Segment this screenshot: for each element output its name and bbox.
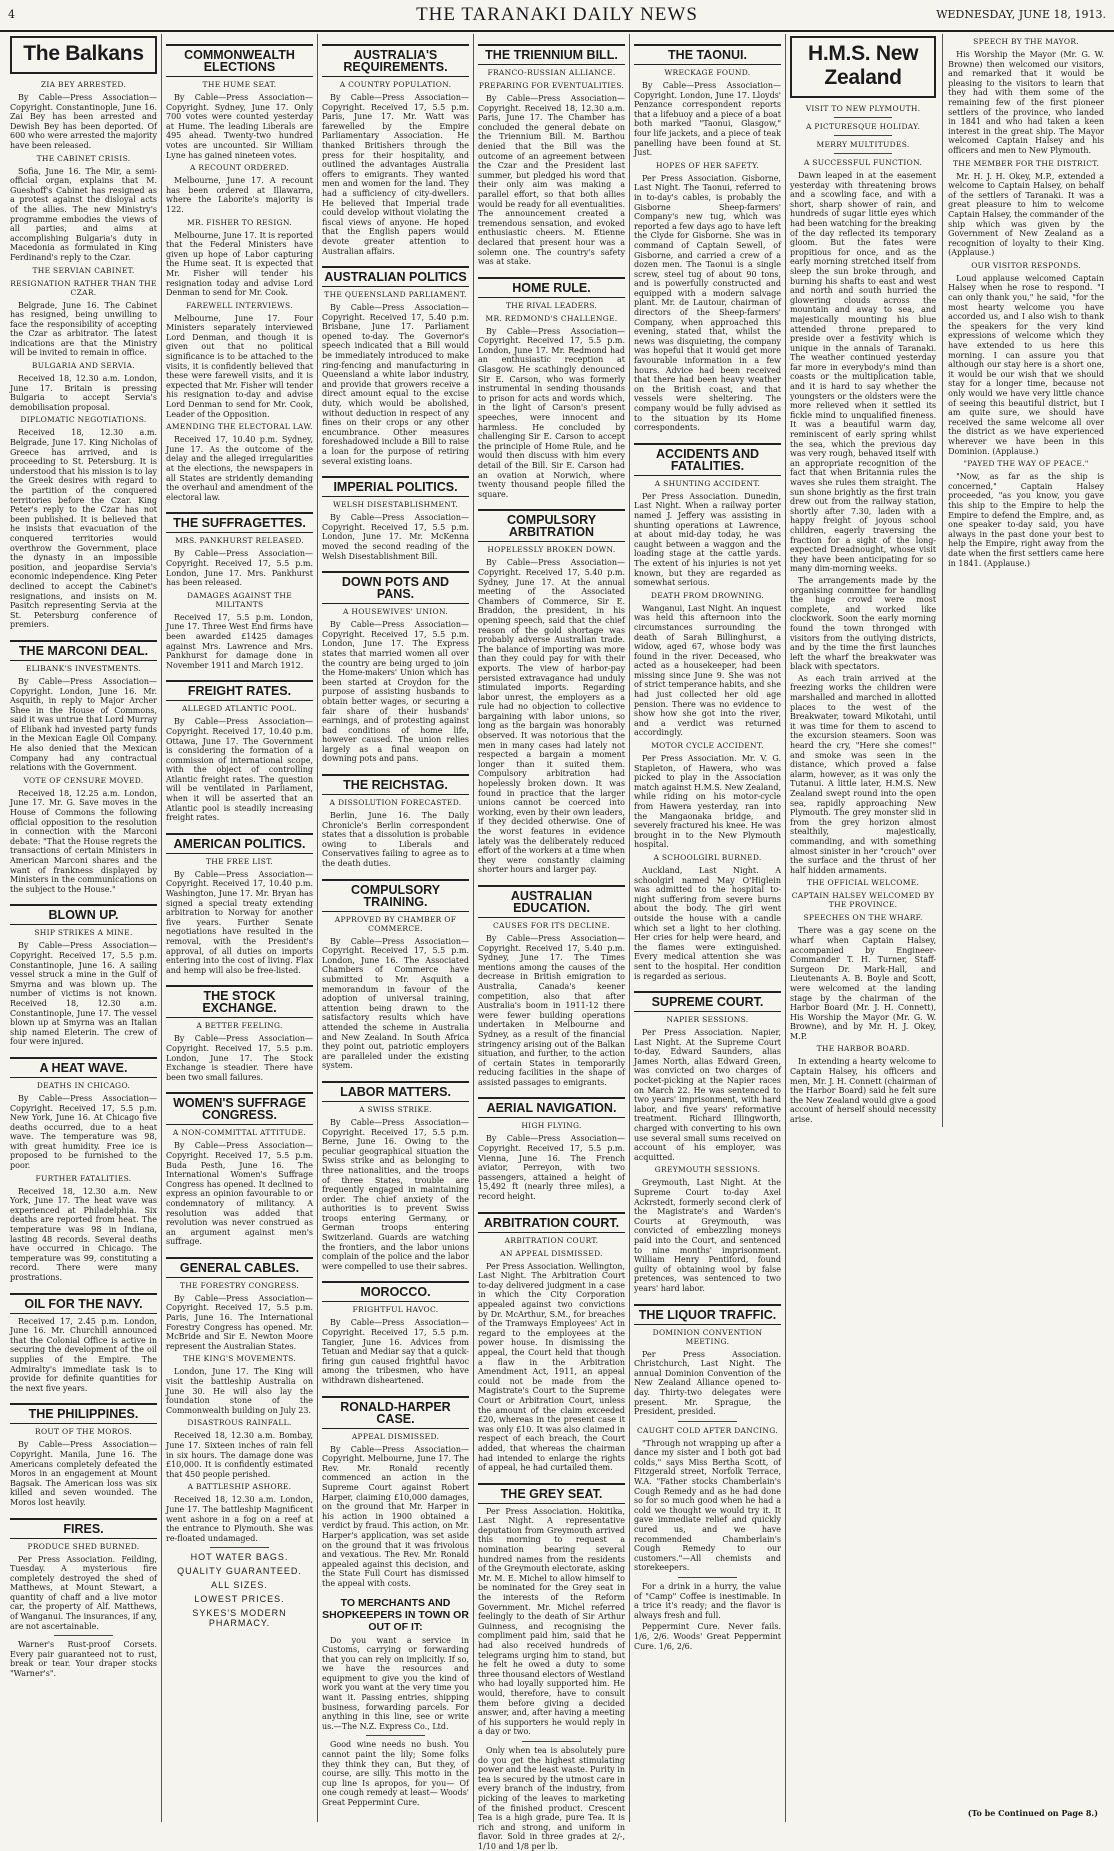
article-text: Received 18, 12.30 a.m. Bombay, June 17. Sixteen inches of rain fell in six hours. The damage done was £10,000. It is confidently estimated that 450 people perished. bbox=[166, 1431, 313, 1479]
section-banner: AUSTRALIA'S REQUIREMENTS. bbox=[322, 44, 469, 77]
subheading: ALLEGED ATLANTIC POOL. bbox=[181, 704, 298, 714]
subheading: THE MEMBER FOR THE DISTRICT. bbox=[952, 158, 1100, 168]
divider bbox=[366, 1735, 425, 1736]
article-text: By Cable—Press Association—Copyright. Received 17, 5.5 p.m. London, June 17. The Stock Exchange is steadier. There have been two small failures. bbox=[166, 1034, 313, 1082]
article-text: Melbourne, June 17. A recount has been ordered at Illawarra, where the Laborite's majority is 122. bbox=[166, 176, 313, 214]
advertisement: Warner's Rust-proof Corsets. Every pair guaranteed not to rust, break or tear. Your draper stocks "Warner's". bbox=[10, 1640, 157, 1679]
subheading: AN APPEAL DISMISSED. bbox=[500, 1248, 603, 1258]
advertisement: Good wine needs no bush. You cannot paint the lily; Some folks they think they can, But they, of course, are silly. This motto in the cup line Is apropos, for you— Of one cough remedy at least— Woods' Great Peppermint Cure. bbox=[322, 1740, 469, 1807]
article-text: In extending a hearty welcome to Captain Halsey, his officers and men, Mr. J. H. Connett (chairman of the Harbor Board) said he felt sure the New Zealand would give a good account of herself should necessity arise. bbox=[790, 1057, 937, 1125]
subheading: THE SERVIAN CABINET. bbox=[32, 265, 135, 275]
section-banner: The Balkans bbox=[10, 36, 157, 74]
article-text: By Cable—Press Association—Copyright. Received 17, 5.5 p.m. London, June 17. Mrs. Pankhurst has been released. bbox=[166, 549, 313, 588]
article-text: Melbourne, June 17. Four Ministers separately interviewed Lord Denman, and though it is given out that no political significance is to be attached to the visits, it is confidently believed that these were farewell visits, and it is expected that Mr. Fisher will tender his resignation to-day and advise Lord Denman to send for Mr. Cook, Leader of the Opposition. bbox=[166, 313, 313, 419]
headline: LABOR MATTERS. bbox=[322, 1081, 469, 1102]
article-text: Received 18, 12.30 a.m. New York, June 17. The heat wave was experienced at Philadelphia. Six deaths are reported from heat. The temperature was 98 in Indiana, lasting 48 records. Several deaths have occurred in Chicago. The temperature was 99, constituting a record. There were many prostrations. bbox=[10, 1186, 157, 1282]
subheading: APPROVED BY CHAMBER OF COMMERCE. bbox=[334, 914, 457, 933]
subheading: FRIGHTFUL HAVOC. bbox=[352, 1305, 439, 1315]
divider bbox=[678, 1421, 737, 1422]
subheading: MERRY MULTITUDES. bbox=[816, 140, 910, 149]
subheading: CAUSES FOR ITS DECLINE. bbox=[493, 920, 610, 930]
subheading: MOTOR CYCLE ACCIDENT. bbox=[651, 741, 764, 751]
subheading: ZIA BEY ARRESTED. bbox=[40, 80, 127, 89]
article-text: Dawn leaped in at the easement yesterday with threatening brows and a scowling face, and with a short, sharp shower of rain, and hundreds of sugar little eyes which had been watching for the breaking of the day reflected its temporary gloom. But the fates were propitious for once, and as the early morning stretched itself from sleep the sun broke through, and burning his shafts to east and west and north and south hurried the glowering clouds across the mountain and away to sea, and majestically mounting his blue attended throne prepared to preside over a festivity which is unique in the annals of Taranaki. The weather continued yesterday far more in everybody's mind than coasts or the multiplication table, and it is hard to say whether the youngsters or the oldsters were the more relieved when it settled its fickle mind to unqualified fineness. It was a beautiful warm day, reminiscent of early spring whilst the sea, which the previous day was very rough, behaved itself with an appropriate recognition of the fact that when Britannia rules the waves she rules them straight. The sun shone brightly as the first train drew out from the railway station, shortly after 7.30, laden with a happy freight of joyous school children, eagerly traversing the fraction for a sight of the long-expected Dreadnought, whose visit they have been anticipating for so many dim-morning weeks. The arrangements made by the organising committee for handling the huge crowd were most complete, and worked like clockwork. Soon the early morning found the town thronged with visitors from the outlying districts, and by the time the first launches left the wharf the breakwater was black with spectators. As each train arrived at the freezing works the children were marshalled and marched in allotted places to the west of the Breakwater, toward Mikotahi, until it was time for them to ascend to the excursion steamers. Soon was heard the cry, "Here she comes!" and smoke was seen in the distance, which proved a false alarm, however, as it was only the Tutanui. A little later, H.M.S. New Zealand swept round into the open sea, rapidly approaching New Plymouth. The grey monster slid in from the grey horizon almost stealthily, majestically, commanding, and with something almost sinister in her "crouch" over the surface and the thrust of her half hidden armaments. bbox=[790, 171, 937, 875]
advertisement: "Through not wrapping up after a dance my sister and I both got bad colds," says Miss Bertha Scott, of Fitzgerald street, Norfolk Terrace, W.A. "Father stocks Chamberlain's Cough Remedy and as he had done so for so much good when he had a cold we thought we would try it. It gave immediate relief and quickly cured us, and we have recommended Chamberlain's Cough Remedy to our customers."—All chemists and storekeepers. bbox=[634, 1438, 781, 1573]
subheading: APPEAL DISMISSED. bbox=[351, 1431, 440, 1441]
headline: RONALD-HARPER CASE. bbox=[322, 1396, 469, 1429]
subheading: A PICTURESQUE HOLIDAY. bbox=[805, 122, 921, 131]
article-text: "Now, as far as the ship is concerned," Captain Halsey proceeded, "as you know, you gave this ship to the Empire to help the Empire to defend the Empire, and, as one speaker to-day said, you have always in the past done your best to help the Empire, right away from the date when the first settlers came here in 1841. (Applause.) bbox=[948, 472, 1104, 568]
masthead bbox=[0, 0, 1114, 32]
article-text: His Worship the Mayor (Mr. G. W. Browne) then welcomed our visitors, and remarked that it would be pleasing to the visitors to learn that they had with them some of the remaining few of the first pioneer settlers of the province, who landed in 1841 and who had taken a keen interest in the great ship. The Mayor welcomed Captain Halsey and his officers and men to New Plymouth. bbox=[948, 50, 1104, 155]
issue-date: WEDNESDAY, JUNE 18, 1913. bbox=[936, 8, 1106, 21]
subheading: DISASTROUS RAINFALL. bbox=[187, 1418, 292, 1428]
subheading: DOMINION CONVENTION MEETING. bbox=[652, 1327, 763, 1346]
article-text: By Cable—Press Association—Copyright. Received 17, 5.5 p.m. London, June 17. Mr. McKenna moved the second reading of the Welsh Disestablishment Bill. bbox=[322, 513, 469, 561]
subheading: HOPES OF HER SAFETY. bbox=[655, 160, 760, 170]
article-text: London, June 17. The King will visit the battleship Australia on June 30. He will also lay the foundation stone of the Commonwealth building on July 23. bbox=[166, 1367, 313, 1415]
subheading: BULGARIA AND SERVIA. bbox=[31, 361, 136, 371]
article-text: By Cable—Press Association—Copyright. Received 17, 5.5 p.m. London, June 17. Mr. Redmond had an enthusiastic reception at Glasgow. He scathingly denounced Sir E. Carson, who was formerly instrumental in sending thousands to prison for acts and words which, in the light of Carson's present speeches, were innocent and harmless. He concluded by challenging Sir E. Carson to accept the principle of Home Rule, and he would then discuss with him every detail of the Bill. Sir E. Carson had an ovation at Norwich, where twenty thousand people filled the square. bbox=[478, 326, 625, 499]
subheading: DEATHS IN CHICAGO. bbox=[36, 1080, 131, 1090]
subheading: THE RIVAL LEADERS. bbox=[505, 300, 598, 310]
article-text: Melbourne, June 17. It is reported that the Federal Ministers have given up hope of Labor capturing the Hume seat. It is expected that Mr. Fisher will tender his resignation today and advise Lord Denman to send for Mr. Cook. bbox=[166, 230, 313, 298]
headline: WOMEN'S SUFFRAGE CONGRESS. bbox=[166, 1092, 313, 1125]
divider bbox=[522, 1741, 581, 1742]
continued-note: (To be Continued on Page 8.) bbox=[967, 1808, 1098, 1818]
subheading: A DISSOLUTION FORECASTED. bbox=[329, 798, 462, 808]
article-text: There was a gay scene on the wharf when Captain Halsey, accompanied by Engineer-Commander T. H. Turner, Staff-Surgeon Dr. Mark-Hall, and Lieutenants A. B. Boyle and Scott, were welcomed at the landing stage by the chairman of the Harbor Board (Mr. J. H. Connett), His Worship the Mayor (Mr. G. W. Browne), and by Mr. H. J. Okey, M.P. bbox=[790, 926, 937, 1041]
subheading: DIPLOMATIC NEGOTIATIONS. bbox=[20, 415, 147, 425]
subheading: DEATH FROM DROWNING. bbox=[650, 590, 765, 600]
headline: ARBITRATION COURT. bbox=[478, 1212, 625, 1233]
subheading: PRODUCE SHED BURNED. bbox=[27, 1541, 140, 1551]
subheading: A SHUNTING ACCIDENT. bbox=[654, 478, 761, 488]
article-text: Per Press Association. Napier, Last Night. At the Supreme Court to-day, Edward Saunders, alias James North, alias Edward Green, was convicted on two charges of pocket-picking at the Napier races on March 22. He was sentenced to two years' imprisonment, with hard labor, and five years' reformative treatment. Richard Illingworth, charged with converting to his own use several small sums received on account of his employer, was acquitted. bbox=[634, 1028, 781, 1162]
subheading: HOPELESSLY BROKEN DOWN. bbox=[487, 545, 616, 555]
article-text: Per Press Association. Mr. V. G. Stapleton, of Hawera, who was picked to play in the Association match against H.M.S. New Zealand, while riding on his motor-cycle from Hawera yesterday, ran into the Mangaonaka bridge, and severely fractured his knee. He was brought in to the New Plymouth hospital. bbox=[634, 754, 781, 850]
article-text: By Cable—Press Association—Copyright. Received 17, 10.40 p.m. Washington, June 17. Mr. Bryan has signed a special treaty extending arbitration to Norway for another five years. Further Senate negotiations have resulted in the removal, with the President's approval, of all duties on imports entering into the cost of living. Flax and hemp will also be free-listed. bbox=[166, 869, 313, 975]
subheading: WELSH DISESTABLISHMENT. bbox=[333, 500, 458, 510]
headline: THE REICHSTAG. bbox=[322, 774, 469, 795]
subheading: A NON-COMMITTAL ATTITUDE. bbox=[172, 1128, 307, 1138]
article-text: By Cable—Press Association—Copyright. Received 17, 5.5 p.m. Tangier, June 16. Advices from Tetuan and Mediar say that a quick-firing gun caused frightful havoc among the tribesmen, who have withdrawn disheartened. bbox=[322, 1318, 469, 1385]
article-text: By Cable—Press Association—Copyright. London, June 17. Lloyds' Penzance correspondent reports that a lifebuoy and a piece of a boat both marked "Taonui, Glasgow," four life jackets, and a piece of teak panelling have been found at St. Just. bbox=[634, 81, 781, 158]
article-text: Belgrade, June 16. The Cabinet has resigned, being unwilling to face the responsibility of accepting the Czar as arbitrator. The latest indications are that the Ministry will be invited to remain in office. bbox=[10, 300, 157, 358]
headline: THE GREY SEAT. bbox=[478, 1483, 625, 1504]
article-text: By Cable—Press Association—Copyright. Received 17, 5.40 p.m. Brisbane, June 17. Parliament opened to-day. The Governor's speech indicated that a Bill would be immediately introduced to make ring-fencing and manufacturing in Queensland a white labor industry, and provide that growers receive a direct amount equal to the excise duty, which would be abolished, without deduction in respect of any fines on their crops or any other encumbrance. Other measures foreshadowed include a Bill to raise a loan for the purpose of retiring several existing loans. bbox=[322, 303, 469, 466]
column-1 bbox=[6, 34, 162, 1822]
divider bbox=[834, 135, 892, 136]
subheading: A RECOUNT ORDERED. bbox=[189, 163, 289, 173]
subheading: GREYMOUTH SESSIONS. bbox=[654, 1165, 761, 1175]
subheading: THE FORESTRY CONGRESS. bbox=[179, 1280, 300, 1290]
section-banner: THE TRIENNIUM BILL. bbox=[478, 44, 625, 65]
subheading: RESIGNATION RATHER THAN THE CZAR. bbox=[10, 278, 157, 297]
subheading: "PAYED THE WAY OF PEACE." bbox=[963, 459, 1089, 469]
article-text: Received 18, 12.25 a.m. London, June 17. Mr. G. Save moves in the House of Commons the following official opposition to the resolution in connection with the Marconi debate: "That the House regrets the transactions of certain Ministers in American Marconi shares and the want of frankness displayed by Ministers in the communications on the subject to the House." bbox=[10, 788, 157, 894]
subheading: FAREWELL INTERVIEWS. bbox=[186, 300, 293, 310]
subheading: THE QUEENSLAND PARLIAMENT. bbox=[324, 290, 467, 300]
headline: AUSTRALIAN POLITICS bbox=[322, 266, 469, 287]
ad-line: HOT WATER BAGS. bbox=[190, 1552, 289, 1563]
advertisement: For a drink in a hurry, the value of "Camp" Coffee is inestimable. In a trice it's ready; and the flavor is always fresh and full. bbox=[634, 1582, 781, 1620]
ad-line: ALL SIZES. bbox=[211, 1580, 268, 1591]
subheading: SHIP STRIKES A MINE. bbox=[34, 928, 133, 938]
headline: GENERAL CABLES. bbox=[166, 1257, 313, 1278]
article-text: Per Press Association. Dunedin, Last Night. When a railway porter named J. Jeffery was assisting in shunting operations at Lawrence, at about mid-day today, he was caught between a waggon and the loading stage at the cattle yards. The extent of his injuries is not yet known, but they are regarded as somewhat serious. bbox=[634, 491, 781, 588]
headline: ACCIDENTS AND FATALITIES. bbox=[634, 443, 781, 476]
subheading: ELIBANK'S INVESTMENTS. bbox=[25, 663, 142, 673]
article-text: By Cable—Press Association—Copyright. Received 17, 5.40 p.m. Sydney, June 17. At the annual meeting of the Associated Chambers of Commerce, Sir E. Braddon, the president, in his opening speech, said that the chief reason of the gold shortage was probably adverse Australian trade. The balance of importing was more than they could pay for with their exports. The view of harbor-pay persisted extravagance had unduly stimulated imports. Regarding labor unrest, the employers as a rule had no objection to collective bargaining with labor unions, so long as the bargain was honorably observed. It was notorious that the men in many cases had lately not respected a bargain a moment longer than it suited them. Compulsory arbitration had hopelessly broken down. It was found in practice that the larger unions cannot be coerced into working, even by their own leaders, if they decided otherwise. One of the worst features in evidence lately was the deliberately reduced effort of the workers at a time when they were constantly claiming shorter hours and larger pay. bbox=[478, 558, 625, 875]
article-text: By Cable—Press Association—Copyright. London, June 16. Mr. Asquith, in reply to Major Archer Shee in the House of Commons, said it was untrue that Lord Murray of Elibank had invested party funds in the Mexican Eagle Oil Company. He also denied that the Mexican Company had any contractual relations with the Government. bbox=[10, 676, 157, 773]
article-text: By Cable—Press Association—Copyright. Received 17, 5.5 p.m. Berne, June 16. Owing to the peculiar geographical situation the Swiss strike and as belonging to three nationalities, and the troops of three States, trouble are frequently engaged in maintaining order. The chief anxiety of the authorities is to prevent Swiss troops entering Germany, or German troops entering Switzerland. Guards are watching the frontiers, and the labor unions complain of the police and the labor were compelled to use their sabres. bbox=[322, 1117, 469, 1271]
article-text: By Cable—Press Association—Copyright. Received 17, 5.40 p.m. Sydney, June 17. The Times mentions among the causes of the decrease in British emigration to Australia, Canada's keener competition, also that after Australia's boom in 1911-12 there were fewer building operations undertaken in Melbourne and Sydney, as a result of the financial stringency arising out of the Balkan situation, and further, to the action of certain States in temporarily reducing facilities in the shape of assisted passages to emigrants. bbox=[478, 933, 625, 1087]
article-text: Received 18, 12.30 a.m. Belgrade, June 17. King Nicholas of Greece has arrived, and is proceeding to St. Petersburg. It is understood that his mission is to lay the Greek desires with regard to the partition of the conquered territories before the Czar. King Peter's reply to the Czar has not been published. It is believed that he insists that evacuation of the conquered territories would overthrow the Government, place the dynasty in an impossible position, and jeopardise Servia's economic independence. King Peter declined to accept the Cabinet's resignations, and insists on M. Pasitch representing Servia at the St. Petersburg conference of premiers. bbox=[10, 428, 157, 630]
headline: IMPERIAL POLITICS. bbox=[322, 476, 469, 497]
article-text: By Cable—Press Association—Copyright. Received 17, 5.5 p.m. New York, June 16. At Chicago five deaths occurred, due to a heat wave. The temperature was 98, with great humidity. Free ice is proposed to be furnished to the poor. bbox=[10, 1093, 157, 1171]
advertisement: Peppermint Cure. Never fails. 1/6, 2/6. Woods' Great Peppermint Cure. 1/6, 2/6. bbox=[634, 1622, 781, 1651]
subheading: SPEECH BY THE MAYOR. bbox=[973, 37, 1079, 46]
divider bbox=[834, 153, 892, 154]
article-text: Auckland, Last Night. A schoolgirl named May O'Higlein was admitted to the hospital to-night suffering from severe burns about the body. The girl went outside the house with a candle which set a light to her clothing. Her cries for help were heard, and the flames were extinguished. Every medical attention she was sent to the hospital. Her condition is regarded as serious. bbox=[634, 865, 781, 981]
article-text: By Cable—Press Association—Copyright. Received 17, 5.5 p.m. Paris, June 16. The International Forestry Congress has opened. Mr. McBride and Sir E. Newton Moore represent the Australian States. bbox=[166, 1293, 313, 1351]
headline: COMPULSORY TRAINING. bbox=[322, 879, 469, 912]
divider bbox=[834, 117, 892, 118]
subheading: THE OFFICIAL WELCOME. bbox=[806, 878, 920, 888]
subheading: NAPIER SESSIONS. bbox=[666, 1015, 749, 1025]
subheading: HIGH FLYING. bbox=[521, 1121, 582, 1131]
section-banner: THE TAONUI. bbox=[634, 44, 781, 65]
article-text: By Cable—Press Association—Copyright. Sydney, June 17. Only 700 votes were counted yesterday at Hume. The leading Liberals are 495 ahead. Twenty-two hundred votes are uncounted. Sir William Lyne has gained nineteen votes. bbox=[166, 93, 313, 160]
article-text: Wanganui, Last Night. An inquest was held this afternoon into the circumstances surrounding the death of Sarah Billinghurst, a widow, aged 67, whose body was found in the river. Deceased, who acted as a housekeeper, had been missing since June 9. She was not of strict temperance habits, and she had just collected her old age pension. There was no evidence to show how she got into the river, and a verdict was returned accordingly. bbox=[634, 603, 781, 738]
subheading: A SUCCESSFUL FUNCTION. bbox=[803, 158, 923, 167]
article-text: Per Press Association. Feilding, Tuesday. A mysterious fire completely destroyed the shed of Matthews, at Mount Stewart, a quantity of chaff and a live motor car, the property of Alf. Matthews, of Wanganui. The insurances, if any, are not ascertainable. bbox=[10, 1554, 157, 1631]
subheading: MR. REDMOND'S CHALLENGE. bbox=[485, 313, 618, 323]
article-text: Greymouth, Last Night. At the Supreme Court to-day Axel Ackrstedt, formerly second clerk of the Magistrate's and Warden's Courts at Greymouth, was convicted of embezzling moneys paid into the Court, and sentenced to nine months' imprisonment. William Henry Pentiford, found guilty of obtaining wool by false pretences, was sentenced to two years' hard labor. bbox=[634, 1178, 781, 1293]
headline: MOROCCO. bbox=[322, 1281, 469, 1302]
column-5 bbox=[630, 34, 786, 1822]
ad-line: SYKES'S MODERN PHARMACY. bbox=[192, 1608, 287, 1629]
headline: BLOWN UP. bbox=[10, 904, 157, 925]
article-text: Received 18, 12.30 a.m. London, June 17. Britain is pressing Bulgaria to accept Servia's demobilisation proposal. bbox=[10, 374, 157, 412]
headline: THE SUFFRAGETTES. bbox=[166, 512, 313, 533]
article-text: Received 18, 12.30 a.m. London, June 17. The battleship Magnificent went ashore in a fog on a reef at the entrance to Plymouth. She was re-floated undamaged. bbox=[166, 1495, 313, 1543]
column-6 bbox=[786, 34, 1108, 1822]
headline: THE MARCONI DEAL. bbox=[10, 640, 157, 661]
article-text: Received 17, 10.40 p.m. Sydney, June 17. As the outcome of the delay and the alleged irregularities at the elections, the newspapers in all States are stridently demanding the overhaul and amendment of the electoral law. bbox=[166, 435, 313, 502]
subheading: ROUT OF THE MOROS. bbox=[35, 1427, 132, 1437]
article-text: Sofia, June 16. The Mir, a semi-official organ, explains that M. Gueshoff's Cabinet has resigned as a protest against the disloyal acts of the allies. The new Ministry's programme embodies the views of all parties, and aims at accomplishing Bulgaria's duty in Macedonia as formulated in King Ferdinand's reply to the Czar. bbox=[10, 166, 157, 262]
ad-line: LOWEST PRICES. bbox=[194, 1594, 285, 1605]
article-text: By Cable—Press Association—Copyright. Melbourne, June 17. The Rev. Mr. Ronald recently commenced an action in the Supreme Court against Robert Harper, claiming £10,000 damages, on the ground that Mr. Harper in his action in 1900 obtained a verdict by fraud. This action, on Mr. Harper's application, was set aside on the ground that it was frivolous and vexatious. The Rev. Mr. Ronald appealed against this decision, and the State Full Court has dismissed the appeal with costs. bbox=[322, 1444, 469, 1588]
headline: DOWN POTS AND PANS. bbox=[322, 571, 469, 604]
subheading: OUR VISITOR RESPONDS. bbox=[971, 260, 1081, 270]
article-text: Mr. H. J. H. Okey, M.P., extended a welcome to Captain Halsey, on behalf of the settlers of Taranaki. It was a great pleasure to him to welcome Captain Halsey, the commander of the ship which was given by the Government of New Zealand as a recognition of loyalty to their King. (Applause.) bbox=[948, 171, 1104, 258]
subheading: CAPTAIN HALSEY WELCOMED BY THE PROVINCE. bbox=[791, 891, 935, 910]
page-number: 4 bbox=[8, 8, 15, 21]
subheading: THE HARBOR BOARD. bbox=[816, 1044, 910, 1054]
headline: AUSTRALIAN EDUCATION. bbox=[478, 885, 625, 918]
headline: FREIGHT RATES. bbox=[166, 680, 313, 701]
subheading: THE CABINET CRISIS. bbox=[36, 153, 131, 163]
article-text: By Cable—Press Association—Copyright. Received 17, 10.40 p.m. Ottawa, June 17. The Government is considering the formation of a commission of international scope, with the object of controlling Atlantic freight rates. The question will be ventilated in Parliament, when it will be asserted that an Atlantic pool is steadily increasing freight rates. bbox=[166, 717, 313, 823]
subheading: MRS. PANKHURST RELEASED. bbox=[175, 536, 304, 546]
article-text: By Cable—Press Association—Copyright. Received 17, 5.5 p.m. London, June 16. The Associated Chambers of Commerce have submitted to Mr. Asquith a memorandum in favour of the adoption of universal training, attention being drawn to the satisfactory results which have attended the scheme in Australia and New Zealand. In South Africa they point out, patriotic employers are paralleled under the existing system. bbox=[322, 936, 469, 1071]
article-text: Berlin, June 16. The Daily Chronicle's Berlin correspondent states that a dissolution is probable owing to Liberals and Conservatives failing to agree as to the death duties. bbox=[322, 811, 469, 869]
headline: OIL FOR THE NAVY. bbox=[10, 1293, 157, 1314]
article-text: By Cable—Press Association—Copyright. Manila, June 16. The Americans completely defeated the Moros in an engagement at Mount Bagsak. The American loss was six killed and seven wounded. The Moros lost heavily. bbox=[10, 1440, 157, 1507]
article-text: Per Press Association. Wellington, Last Night. The Arbitration Court to-day delivered judgment in a case in which the City Corporation appealed against two convictions by Dr. McArthur, S.M., for breaches of the Tramways Employees' Act in regard to the employees at the power house. In dismissing the appeal, the Court held that though a flaw in the Arbitration Amendment Act, 1911, an appeal could not be made from the Magistrate's Court to the Supreme Court or Arbitration Court, unless the amount of the claim exceeded £20, whereas in the present case it was only £10. It was also claimed in respect of each breach, the Court added, that whereas the chairman had intended to enlarge the rights of appeal, he had curtailed them. bbox=[478, 1261, 625, 1473]
divider bbox=[678, 1577, 737, 1578]
subheading: FRANCO-RUSSIAN ALLIANCE. bbox=[487, 68, 616, 77]
article-text: By Cable—Press Association—Copyright. Received 17, 5.5 p.m. London, June 17. The Express states that married women all over the country are being urged to join the Home-makers' Union which has been started at Croydon for the purpose of assisting husbands to obtain better wages, or securing a fair share of their husbands' earnings, and of protesting against bad conditions of home life, however caused. The union relies largely as a final weapon on downing pots and pans. bbox=[322, 620, 469, 764]
advertisement: Do you want a service in Customs, carrying or forwarding that you can rely on implicitly. If so, we have the resources and equipment to give you the kind of work you want at the very time you want it. Passing entries, shipping business, forwarding parcels. For anything in this line, see or write us.—The N.Z. Express Co., Ltd. bbox=[322, 1635, 469, 1731]
subheading: PREPARING FOR EVENTUALITIES. bbox=[478, 81, 625, 90]
section-banner: H.M.S. New Zealand bbox=[790, 36, 936, 98]
article-text: By Cable—Press Association—Copyright. Received 17, 5.5 p.m. Paris, June 17. Mr. Watt was farewelled by the Empire Parliamentary Association. He thanked Britishers through the press for their hospitality, and outlined the advantages Australia offers to emigrants. They wanted men and women for the land. They had a sufficiency of city-dwellers. He believed that Imperial trade could develop without violating the fiscal views of anyone. He hoped that the English papers would devote greater attention to Australian affairs. bbox=[322, 93, 469, 256]
subheading: FURTHER FATALITIES. bbox=[35, 1173, 132, 1183]
subheading: ARBITRATION COURT. bbox=[504, 1235, 599, 1245]
subheading: DAMAGES AGAINST THE MILITANTS bbox=[186, 590, 293, 609]
article-text: Received 17, 2.45 p.m. London, June 16. Mr. Churchill announced that the Colonial Office is active in securing the development of the oil supplies of the Empire. The Admiralty's immediate task is to provide for definite quantities for the next five years. bbox=[10, 1316, 157, 1393]
article-text: Per Press Association. Hokitika, Last Night. A representative deputation from Greymouth arrived this morning to request a nomination bearing several hundred names from the residents of the Greymouth electorate, asking Mr. M. E. Michel to allow himself to be nominated for the Grey seat in the interests of the Reform Government. Mr. Michel referred feelingly to the death of Sir Arthur Guinness, and recognising the compliment paid him, said that he had also received hundreds of telegrams urging him to stand, but he felt he owed a duty to some three thousand electors of Westland who had loyally supported him. He would, therefore, have to consult them before giving a decided answer, and, after having a meeting of his supporters he would reply in a day or two. bbox=[478, 1506, 625, 1737]
subheading: SPEECHES ON THE WHARF. bbox=[803, 913, 923, 923]
article-text: Loud applause welcomed Captain Halsey when he rose to respond. "I can only thank you," he said, "for the most hearty welcome you have accorded us, and I also wish to thank the speakers for the very kind expressions of welcome which they have extended to us here this morning. I can assure you that although our stay here is a short one, it would be our wish that we should stay for a longer time, because not only would we have very little chance of seeing this beautiful district, but I am quite sure, we should have received the same welcome all over the district as we have experienced wherever we have been in this Dominion. (Applause.) bbox=[948, 273, 1104, 456]
subheading: AMENDING THE ELECTORAL LAW. bbox=[166, 422, 313, 432]
headline: THE STOCK EXCHANGE. bbox=[166, 985, 313, 1018]
subheading: A BETTER FEELING. bbox=[196, 1021, 283, 1031]
subheading: THE FREE LIST. bbox=[205, 856, 274, 866]
divider bbox=[210, 1547, 269, 1548]
article-text: By Cable—Press Association—Copyright. Received 17, 5.5 p.m. Vienna, June 16. The French aviator, Perreyon, with two passengers, attained a height of 15,492 ft (nearly three miles), a record height. bbox=[478, 1134, 625, 1202]
article-text: By Cable—Press Association—Copyright. Received 18, 12.30 a.m. Paris, June 17. The Chamber has concluded the general debate on the Triennium Bill. M. Barthou denied that the Bill was the outcome of an agreement between the Czar and the President last summer, but pledged his word that their only aim was making a parallel effort, so that both allies would be ready for all eventualities. The announcement created a tremendous sensation, and evoked enthusiastic cheers. M. Etienne declared that present hour was a solemn one. The country's safety was at stake. bbox=[478, 94, 625, 267]
article-text: Per Press Association. Christchurch, Last Night. The annual Dominion Convention of the New Zealand Alliance opened to-day. Thirty-two delegates were present. Mr. Sprague, the President, presided. bbox=[634, 1349, 781, 1417]
section-banner: COMMONWEALTH ELECTIONS bbox=[166, 44, 313, 77]
subheading: VOTE OF CENSURE MOVED. bbox=[23, 775, 144, 785]
subheading: A HOUSEWIVES' UNION. bbox=[342, 607, 449, 617]
headline: SUPREME COURT. bbox=[634, 991, 781, 1012]
subheading: A COUNTRY POPULATION. bbox=[339, 80, 452, 89]
newspaper-title: THE TARANAKI DAILY NEWS bbox=[416, 4, 698, 25]
article-text: Per Press Association. Gisborne, Last Night. The Taonui, referred to in to-day's cables, is probably the Gisborne Sheep-farmers' Company's new tug, which was reported a few days ago to have left the Clyde for Gisborne. She was in command of Captain Sewell, of Gisborne, and carried a crew of a dozen men. The Taonui is a single screw, steel tug of about 90 tons, and is powerfully constructed and equipped with a modern salvage plant. Mr. de Lautour, chairman of directors of the Sheep-farmers' Company, when approached this evening, stated that, whilst the news was disquieting, the company was hopeful that it would get more favourable information in a few hours. Advice had been received that there had been heavy weather on the British coast, and that vessels were sheltering. The company would be fully advised as to the situation by its Home correspondents. bbox=[634, 173, 781, 433]
subheading: CAUGHT COLD AFTER DANCING. bbox=[637, 1425, 778, 1435]
subheading: THE KING'S MOVEMENTS. bbox=[183, 1354, 296, 1364]
divider bbox=[54, 1635, 113, 1636]
subheading: WRECKAGE FOUND. bbox=[664, 68, 751, 77]
headline: THE PHILIPPINES. bbox=[10, 1403, 157, 1424]
subheading: A SCHOOLGIRL BURNED. bbox=[653, 852, 762, 862]
headline: COMPULSORY ARBITRATION bbox=[478, 509, 625, 542]
headline: THE LIQUOR TRAFFIC. bbox=[634, 1304, 781, 1325]
article-text: By Cable—Press Association—Copyright. Received 17, 5.5 p.m. Buda Pesth, June 16. The International Women's Suffrage Congress has opened. It declined to express an opinion favourable to or condemnatory of militancy. A resolution was added that revolution was never construed as an argument against men's suffrage. bbox=[166, 1141, 313, 1247]
article-text: By Cable—Press Association—Copyright. Received 17, 5.5 p.m. Constantinople, June 16. A sailing vessel struck a mine in the Gulf of Smyrna and was blown up. The number of victims is not known. Received 18, 12.30 a.m. Constantinople, June 17. The vessel blown up at Smyrna was an Italian ship named Eleterin. The crew of four were injured. bbox=[10, 941, 157, 1047]
column-4 bbox=[474, 34, 630, 1851]
headline: HOME RULE. bbox=[478, 277, 625, 298]
column-2 bbox=[162, 34, 318, 1822]
headline: AERIAL NAVIGATION. bbox=[478, 1097, 625, 1118]
headline: FIRES. bbox=[10, 1518, 157, 1539]
advertisement: Only when tea is absolutely pure do you get the highest stimulating power and the least waste. Purity in tea is secured by the utmost care in every branch of the industry, from picking of the leaves to marketing of the finished product. Crescent Tea is a high grade, pure Tea. It is rich and strong, and uniform in flavor. Sold in three grades at 2/-, 1/10 and 1/8 per lb. bbox=[478, 1745, 625, 1851]
article-text: By Cable—Press Association—Copyright. Constantinople, June 16. Zai Bey has been arrested and Dewish Bey has been deported. Of 600 who were arrested the majority have been released. bbox=[10, 93, 157, 150]
ad-line: QUALITY GUARANTEED. bbox=[177, 1566, 302, 1577]
headline: A HEAT WAVE. bbox=[10, 1057, 157, 1078]
subheading: THE HUME SEAT. bbox=[202, 80, 277, 89]
columns bbox=[6, 34, 1108, 1851]
subheading: MR. FISHER TO RESIGN. bbox=[187, 217, 292, 227]
subheading: VISIT TO NEW PLYMOUTH. bbox=[805, 104, 921, 113]
article-text: Received 17, 5.5 p.m. London, June 17. Three West End firms have been awarded £1425 damages against Mrs. Lawrence and Mrs. Pankhurst for damage done in November 1911 and March 1912. bbox=[166, 612, 313, 670]
column-3 bbox=[318, 34, 474, 1822]
headline: TO MERCHANTS AND SHOPKEEPERS IN TOWN OR OUT OF IT: bbox=[322, 1596, 469, 1633]
subheading: A SWISS STRIKE. bbox=[359, 1104, 432, 1114]
subheading: A BATTLESHIP ASHORE. bbox=[187, 1482, 292, 1492]
headline: AMERICAN POLITICS. bbox=[166, 833, 313, 854]
